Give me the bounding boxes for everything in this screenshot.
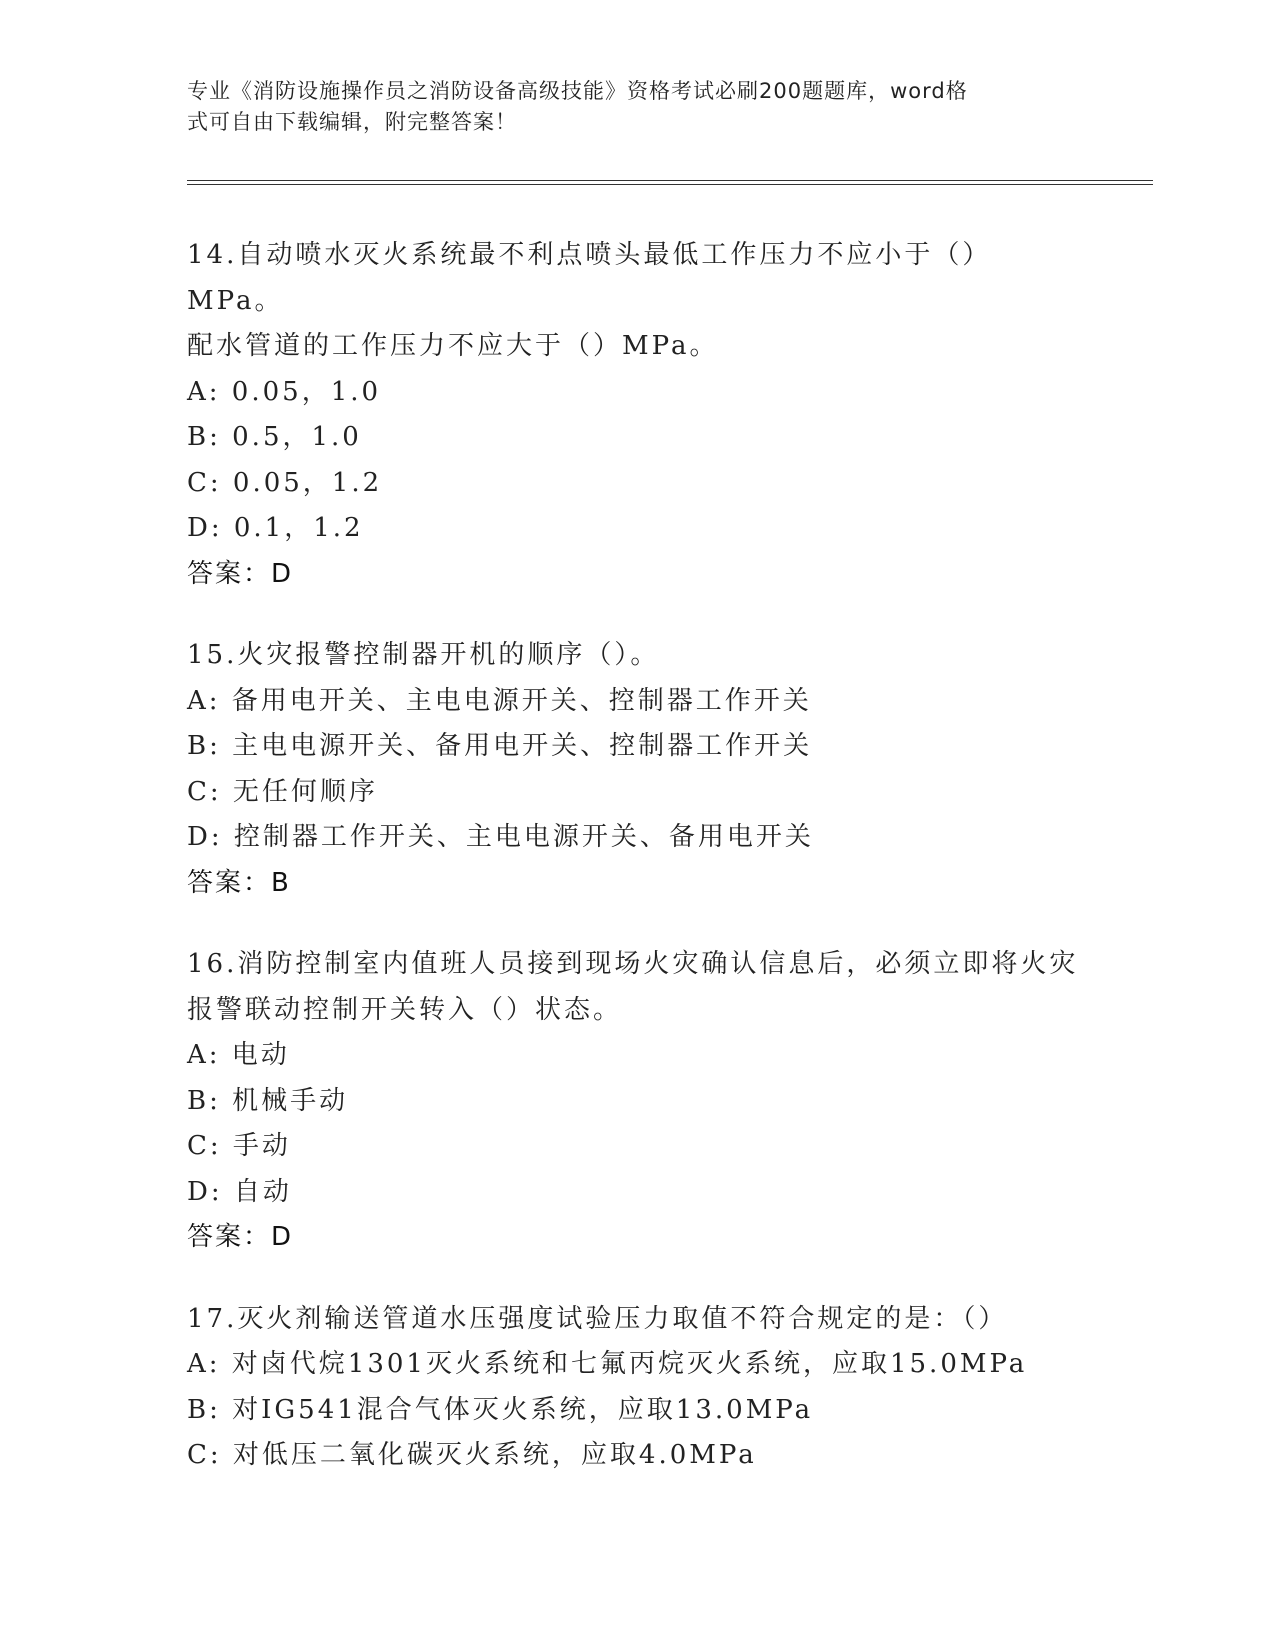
answer-line: 答案：D — [187, 558, 294, 589]
option-d: D: 控制器工作开关、主电电源开关、备用电开关 — [187, 822, 814, 852]
option-b: B: 对IG541混合气体灭火系统，应取13.0MPa — [187, 1394, 814, 1425]
header-line-1: 专业《消防设施操作员之消防设备高级技能》资格考试必刷200题题库，word格 — [187, 79, 968, 103]
answer-line: 答案：D — [187, 1222, 294, 1252]
option-c: C: 0.05，1.2 — [187, 467, 383, 498]
question-stem: 15.火灾报警控制器开机的顺序（）。 — [187, 640, 660, 670]
question-stem: 16.消防控制室内值班人员接到现场火灾确认信息后，必须立即将火灾 — [187, 949, 1079, 979]
question-15 — [187, 633, 1087, 906]
header-line-2: 式可自由下载编辑，附完整答案！ — [187, 110, 517, 134]
document-header — [187, 76, 1067, 138]
option-c: C: 对低压二氧化碳灭火系统，应取4.0MPa — [187, 1440, 757, 1470]
option-d: D: 0.1，1.2 — [187, 513, 364, 543]
option-b: B: 机械手动 — [187, 1085, 349, 1116]
question-17 — [187, 1297, 1087, 1479]
option-c: C: 无任何顺序 — [187, 776, 378, 807]
question-16 — [187, 942, 1087, 1261]
option-b: B: 0.5，1.0 — [187, 422, 362, 452]
question-list — [187, 233, 1087, 1515]
option-c: C: 手动 — [187, 1131, 291, 1161]
answer-line: 答案：B — [187, 867, 291, 898]
question-stem-continued: 报警联动控制开关转入（）状态。 — [187, 994, 623, 1025]
option-a: A: 0.05，1.0 — [187, 376, 382, 407]
header-divider-bottom — [187, 184, 1153, 185]
question-14 — [187, 233, 1087, 597]
option-d: D: 自动 — [187, 1176, 292, 1207]
header-divider-top — [187, 180, 1153, 181]
question-stem: 14.自动喷水灭火系统最不利点喷头最低工作压力不应小于（）MPa。 — [187, 240, 992, 316]
option-b: B: 主电电源开关、备用电开关、控制器工作开关 — [187, 731, 813, 761]
question-stem: 17.灭火剂输送管道水压强度试验压力取值不符合规定的是：（） — [187, 1303, 1008, 1334]
question-stem-continued: 配水管道的工作压力不应大于（）MPa。 — [187, 331, 719, 361]
option-a: A: 备用电开关、主电电源开关、控制器工作开关 — [187, 685, 812, 716]
option-a: A: 电动 — [187, 1040, 290, 1070]
option-a: A: 对卤代烷1301灭火系统和七氟丙烷灭火系统，应取15.0MPa — [187, 1349, 1028, 1379]
